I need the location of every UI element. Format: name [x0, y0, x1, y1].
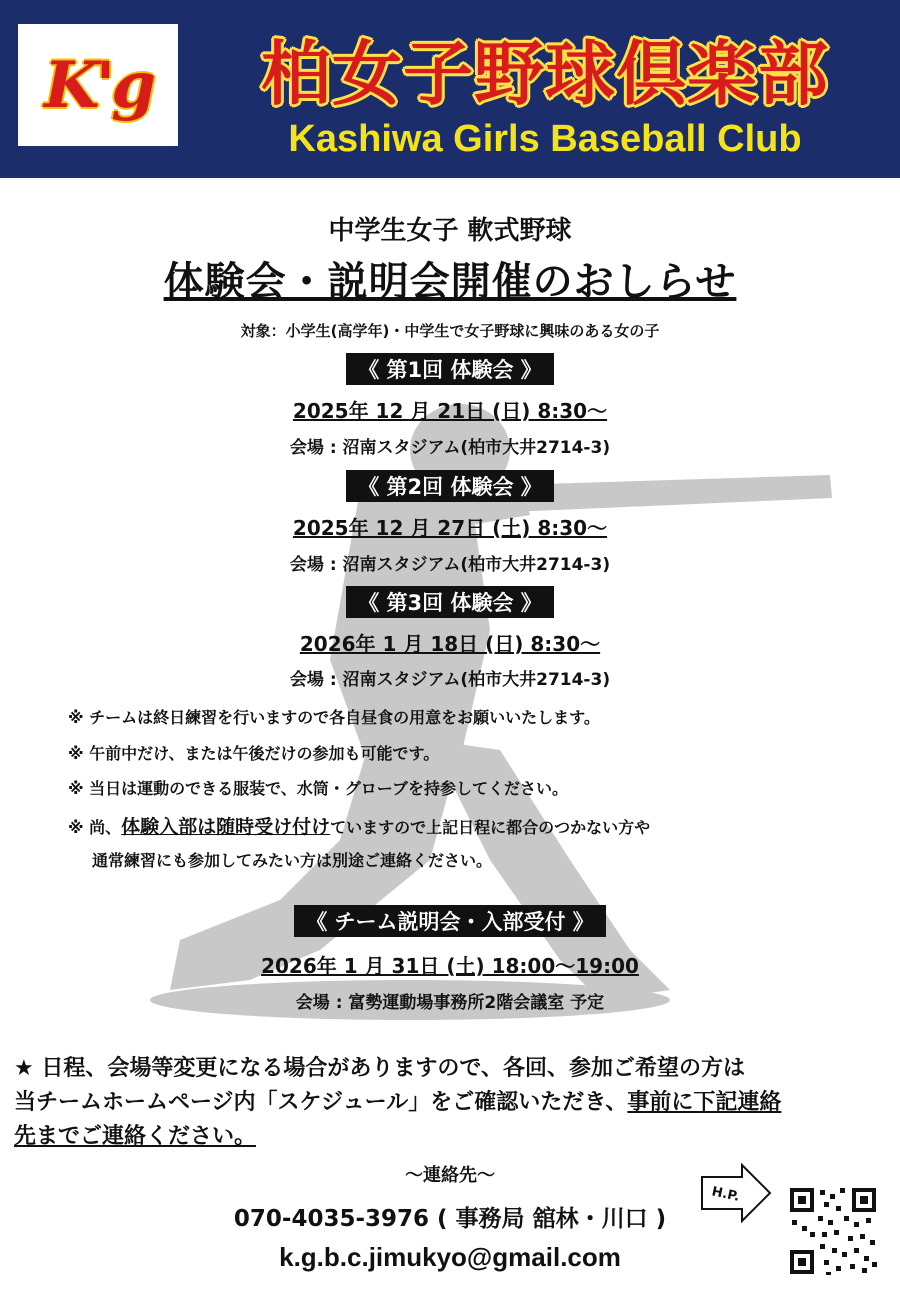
header-banner — [0, 0, 900, 178]
session-2 — [0, 470, 900, 502]
club-title-en: Kashiwa Girls Baseball Club — [288, 118, 802, 160]
note-lunch: ※ チームは終日練習を行いますので各自昼食の用意をお願いいたします。 — [68, 708, 600, 727]
session-tag: 《 第2回 体験会 》 — [346, 470, 554, 502]
note-half-day: ※ 午前中だけ、または午後だけの参加も可能です。 — [68, 744, 440, 763]
contact-email[interactable]: k.g.b.c.jimukyo@gmail.com — [279, 1242, 621, 1272]
qr-code-icon[interactable] — [788, 1186, 878, 1276]
contact-heading: ～連絡先～ — [405, 1165, 495, 1186]
schedule-notice — [14, 1052, 894, 1154]
homepage-label: H.P. — [710, 1184, 741, 1205]
briefing — [0, 905, 900, 937]
club-title-jp: 柏女子野球倶楽部 — [261, 33, 829, 115]
session-venue: 会場 : 沼南スタジアム(柏市大井2714-3) — [289, 670, 611, 690]
note-contact-separately: 通常練習にも参加してみたい方は別途ご連絡ください。 — [92, 851, 493, 870]
notice-line: ★ 日程、会場等変更になる場合がありますので、各回、参加ご希望の方は — [14, 1056, 745, 1081]
briefing-tag: 《 チーム説明会・入部受付 》 — [294, 905, 606, 937]
note-prefix: ※ 尚、 — [68, 818, 122, 837]
note-suffix: ていますので上記日程に都合のつかない方や — [330, 818, 651, 837]
briefing-date: 2026年 1 月 31日 (土) 18:00～19:00 — [261, 954, 639, 978]
session-1 — [0, 353, 900, 385]
session-tag: 《 第1回 体験会 》 — [346, 353, 554, 385]
homepage-arrow-icon — [700, 1163, 772, 1223]
logo-text: K'g — [44, 47, 152, 123]
note-emphasis: 体験入部は随時受け付け — [121, 816, 331, 838]
contact-phone[interactable]: 070-4035-3976 ( 事務局 舘林・川口 ) — [233, 1206, 667, 1232]
note-trial-anytime — [68, 812, 650, 839]
club-logo — [18, 24, 178, 146]
session-venue: 会場 : 沼南スタジアム(柏市大井2714-3) — [289, 555, 611, 575]
notice-emphasis: 事前に下記連絡 — [627, 1090, 782, 1115]
session-tag: 《 第3回 体験会 》 — [346, 586, 554, 618]
session-venue: 会場 : 沼南スタジアム(柏市大井2714-3) — [289, 438, 611, 458]
session-date: 2026年 1 月 18日 (日) 8:30～ — [299, 632, 601, 656]
notice-line — [14, 1086, 894, 1120]
session-date: 2025年 12 月 21日 (日) 8:30～ — [292, 399, 608, 423]
session-date: 2025年 12 月 27日 (土) 8:30～ — [292, 516, 608, 540]
target-audience: 対象：小学生(高学年)・中学生で女子野球に興味のある女の子 — [240, 322, 660, 340]
session-3 — [0, 586, 900, 618]
note-attire: ※ 当日は運動のできる服装で、水筒・グローブを持参してください。 — [68, 779, 569, 798]
briefing-venue: 会場 : 富勢運動場事務所2階会議室 予定 — [295, 993, 605, 1013]
notice-text: 当チームホームページ内「スケジュール」をご確認いただき、 — [14, 1090, 628, 1115]
subtitle: 中学生女子 軟式野球 — [328, 216, 572, 246]
headline: 体験会・説明会開催のおしらせ — [163, 259, 737, 305]
notice-line: 先までご連絡ください。 — [14, 1124, 257, 1149]
